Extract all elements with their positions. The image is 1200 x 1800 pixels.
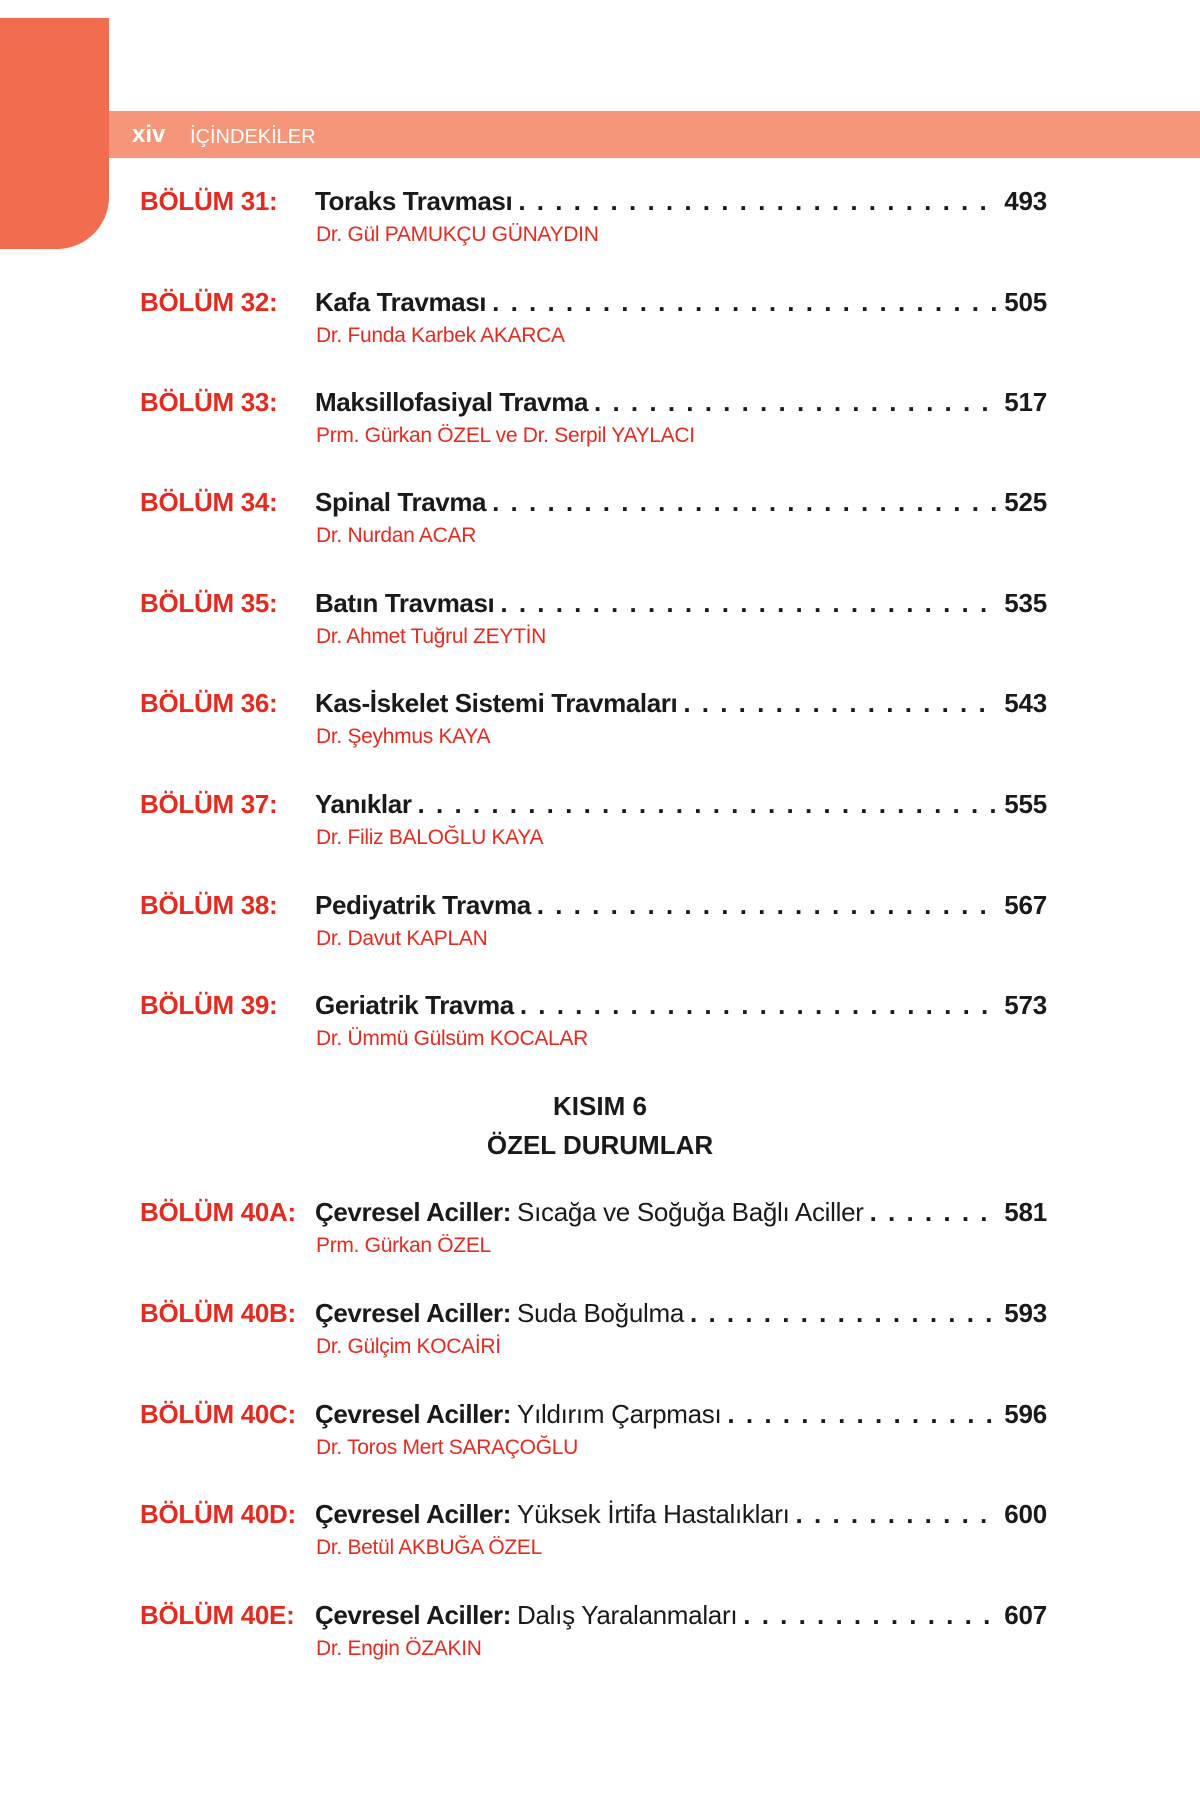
entry-title: Batın Travması [315,588,495,618]
dot-leader [492,485,998,519]
chapter-label: BÖLÜM 32: [140,287,278,317]
dot-leader [418,787,999,821]
dot-leader [690,1296,998,1330]
entry-page: 596 [1004,1399,1047,1429]
entry-title-line [315,1296,1047,1330]
chapter-label: BÖLÜM 33: [140,387,278,417]
entry-author: Dr. Nurdan ACAR [316,524,477,547]
entry-page: 543 [1004,688,1047,718]
entry-author: Dr. Toros Mert SARAÇOĞLU [316,1436,578,1459]
entry-title-line [315,285,1047,319]
entry-subtitle: Suda Boğulma [517,1298,684,1328]
dot-leader [518,184,998,218]
entry-title: Kafa Travması [315,287,487,317]
entry-title: Toraks Travması [315,186,513,216]
toc-entry-32[interactable] [0,285,1200,365]
toc-entry-31[interactable] [0,184,1200,264]
entry-title-line [315,184,1047,218]
chapter-label: BÖLÜM 40C: [140,1399,296,1429]
entry-title: Maksillofasiyal Travma [315,387,589,417]
chapter-label: BÖLÜM 40A: [140,1197,296,1227]
entry-subtitle: Yüksek İrtifa Hastalıkları [517,1499,790,1529]
entry-title-line [315,1497,1047,1531]
entry-title: Çevresel Aciller: [315,1499,512,1529]
entry-title-line [315,385,1047,419]
dot-leader [683,686,998,720]
entry-author: Dr. Gülçim KOCAİRİ [316,1335,501,1358]
entry-author: Dr. Betül AKBUĞA ÖZEL [316,1536,542,1559]
entry-title: Çevresel Aciller: [315,1298,512,1328]
dot-leader [537,888,998,922]
chapter-label: BÖLÜM 31: [140,186,278,216]
entry-author: Dr. Gül PAMUKÇU GÜNAYDIN [316,223,599,246]
entry-title-line [315,1598,1047,1632]
entry-subtitle: Dalış Yaralanmaları [517,1600,738,1630]
entry-page: 525 [1004,487,1047,517]
toc-entry-40d[interactable] [0,1497,1200,1577]
chapter-label: BÖLÜM 37: [140,789,278,819]
part-title: ÖZEL DURUMLAR [486,1130,714,1160]
entry-title: Çevresel Aciller: [315,1600,512,1630]
toc-entry-35[interactable] [0,586,1200,666]
chapter-label: BÖLÜM 35: [140,588,278,618]
entry-title: Kas-İskelet Sistemi Travmaları [315,688,678,718]
entry-title: Geriatrik Travma [315,990,514,1020]
dot-leader [743,1598,998,1632]
dot-leader [492,285,998,319]
toc-entry-37[interactable] [0,787,1200,867]
entry-title-line [315,686,1047,720]
entry-title: Çevresel Aciller: [315,1399,512,1429]
entry-subtitle: Sıcağa ve Soğuğa Bağlı Aciller [517,1197,864,1227]
entry-author: Dr. Ahmet Tuğrul ZEYTİN [316,625,547,648]
entry-author: Dr. Engin ÖZAKIN [316,1637,482,1660]
entry-page: 593 [1004,1298,1047,1328]
toc-entry-40b[interactable] [0,1296,1200,1376]
entry-page: 493 [1004,186,1047,216]
entry-page: 600 [1004,1499,1047,1529]
entry-title-line [315,1195,1047,1229]
toc-entry-34[interactable] [0,485,1200,565]
chapter-label: BÖLÜM 39: [140,990,278,1020]
entry-page: 573 [1004,990,1047,1020]
section-title: İÇİNDEKİLER [190,126,316,148]
entry-page: 581 [1004,1197,1047,1227]
dot-leader [870,1195,999,1229]
entry-author: Dr. Ümmü Gülsüm KOCALAR [316,1027,588,1050]
entry-title-line [315,586,1047,620]
entry-page: 567 [1004,890,1047,920]
entry-title-line [315,1397,1047,1431]
chapter-label: BÖLÜM 34: [140,487,278,517]
dot-leader [727,1397,998,1431]
chapter-label: BÖLÜM 40E: [140,1600,295,1630]
dot-leader [500,586,998,620]
entry-title-line [315,888,1047,922]
toc-entry-33[interactable] [0,385,1200,465]
entry-page: 505 [1004,287,1047,317]
chapter-label: BÖLÜM 40B: [140,1298,296,1328]
toc-entry-40a[interactable] [0,1195,1200,1275]
toc-entry-38[interactable] [0,888,1200,968]
entry-page: 535 [1004,588,1047,618]
entry-page: 607 [1004,1600,1047,1630]
chapter-label: BÖLÜM 36: [140,688,278,718]
entry-title-line [315,485,1047,519]
dot-leader [520,988,998,1022]
toc-entry-40e[interactable] [0,1598,1200,1678]
entry-author: Dr. Şeyhmus KAYA [316,725,491,748]
page-number: xiv [132,121,166,148]
entry-subtitle: Yıldırım Çarpması [517,1399,722,1429]
entry-title: Çevresel Aciller: [315,1197,512,1227]
entry-author: Dr. Funda Karbek AKARCA [316,324,565,347]
chapter-label: BÖLÜM 38: [140,890,278,920]
entry-title: Spinal Travma [315,487,487,517]
dot-leader [796,1497,999,1531]
entry-title-line [315,988,1047,1022]
entry-author: Prm. Gürkan ÖZEL [316,1234,491,1257]
toc-entry-40c[interactable] [0,1397,1200,1477]
dot-leader [594,385,998,419]
entry-title: Yanıklar [315,789,412,819]
entry-title: Pediyatrik Travma [315,890,531,920]
toc-entry-36[interactable] [0,686,1200,766]
entry-author: Dr. Filiz BALOĞLU KAYA [316,826,544,849]
toc-entry-39[interactable] [0,988,1200,1068]
entry-author: Prm. Gürkan ÖZEL ve Dr. Serpil YAYLACI [316,424,695,447]
entry-title-line [315,787,1047,821]
entry-page: 517 [1004,387,1047,417]
part-number: KISIM 6 [553,1091,647,1121]
entry-page: 555 [1004,789,1047,819]
chapter-label: BÖLÜM 40D: [140,1499,296,1529]
entry-author: Dr. Davut KAPLAN [316,927,488,950]
